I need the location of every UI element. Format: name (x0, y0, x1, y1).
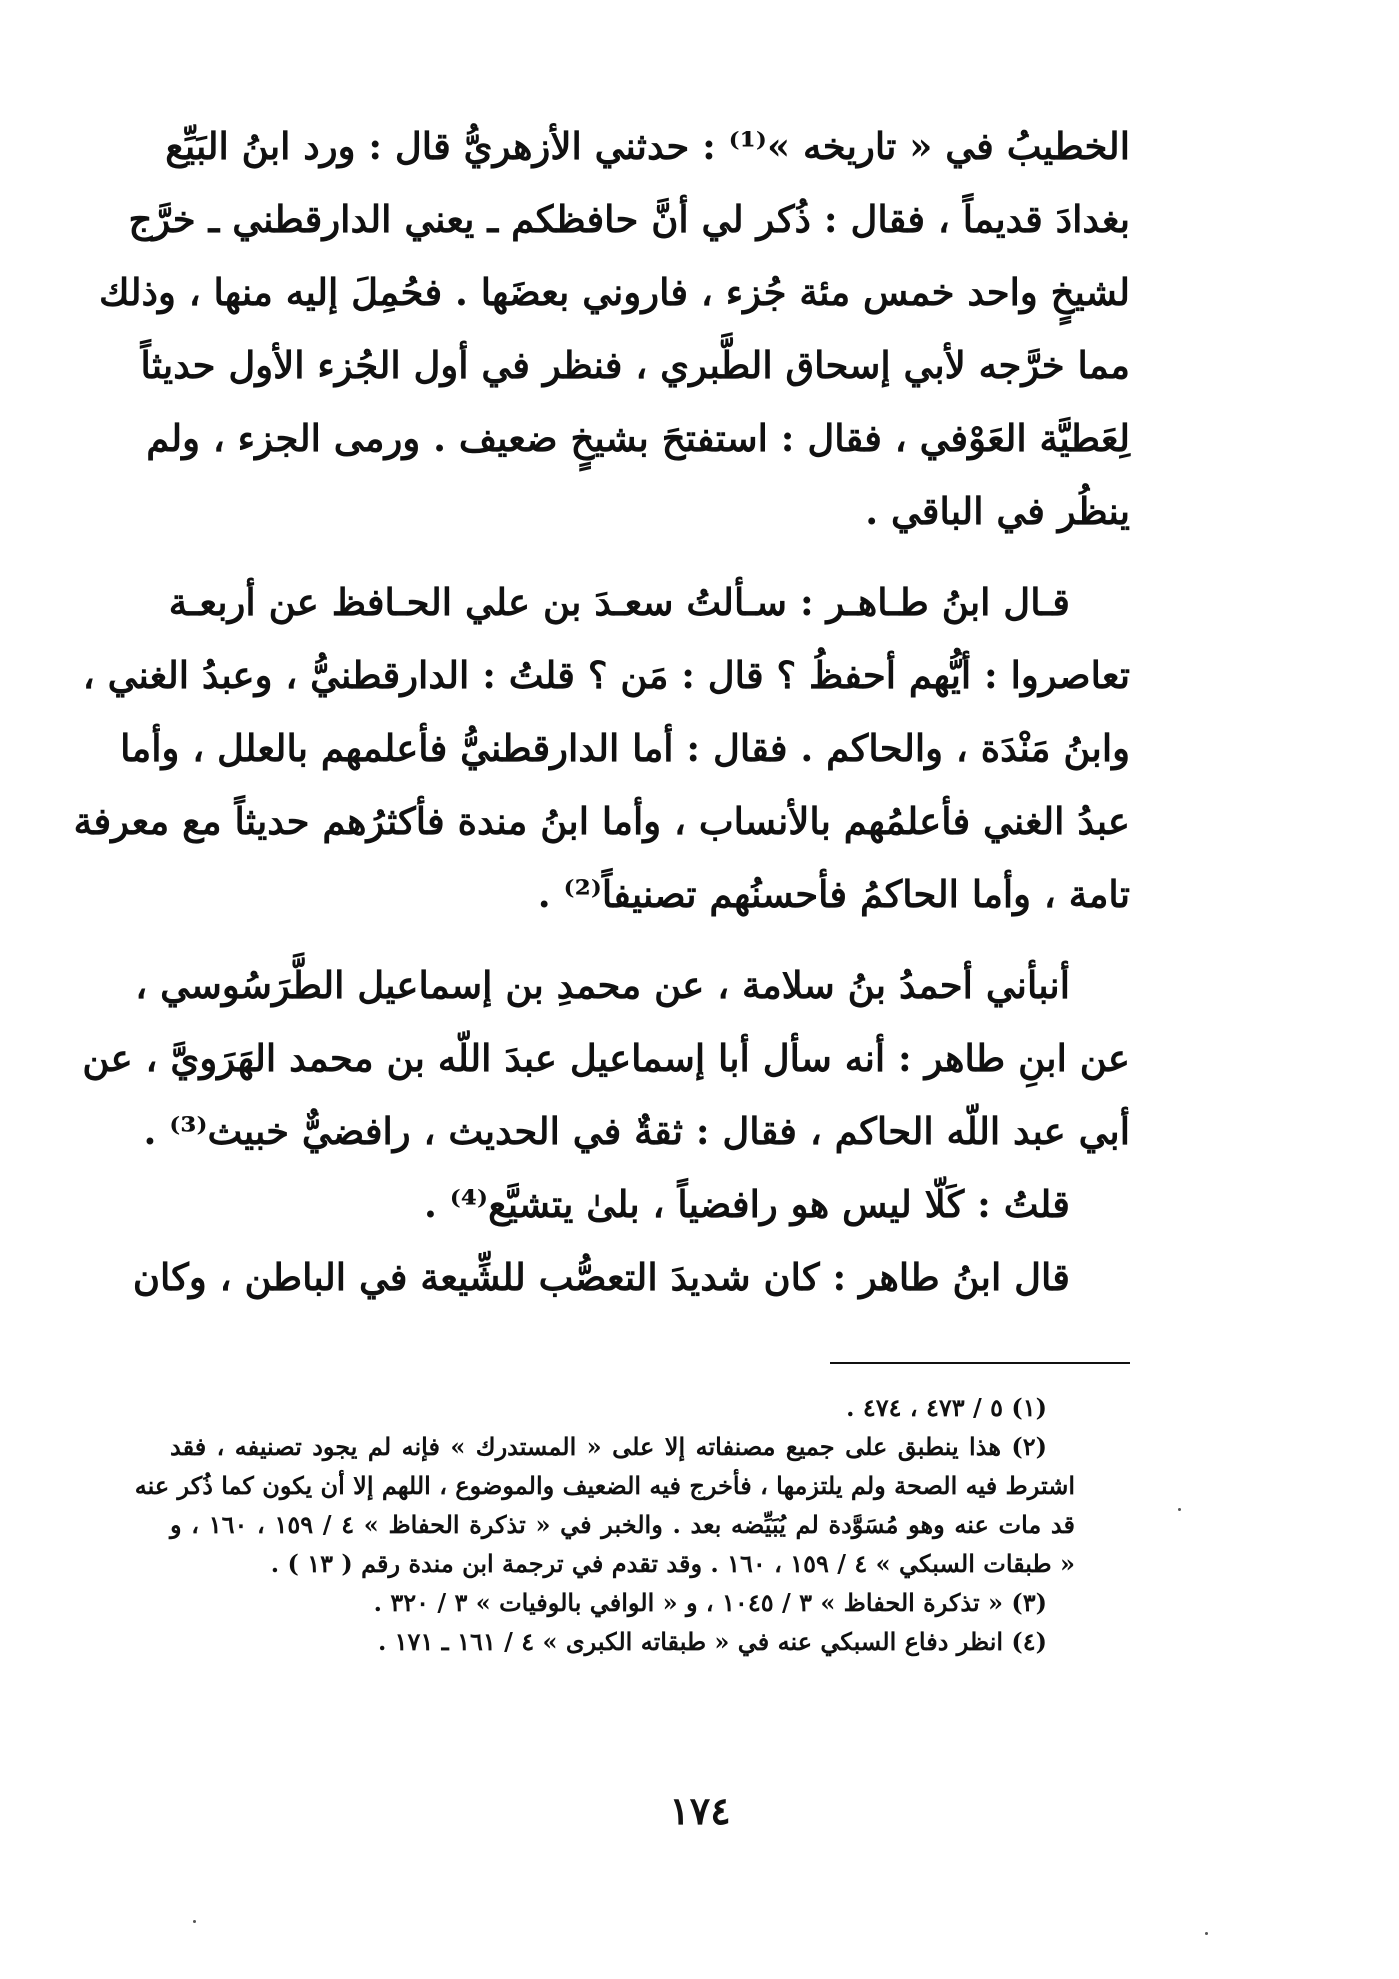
paragraph (82, 949, 1130, 1168)
main-text (73, 110, 1130, 1314)
paragraph (99, 110, 1130, 548)
footnote-line: (١) ٥ / ٤٧٣ ، ٤٧٤ . (846, 1393, 1047, 1422)
text-line: الخطيبُ في « تاريخه »⁽¹⁾ : حدثني الأزهريُّ قال : ورد ابنُ البَيِّع (165, 124, 1130, 168)
text-line: لِعَطيَّة العَوْفي ، فقال : استفتحَ بشيخٍ ضعيف . ورمى الجزء ، ولم (146, 416, 1130, 460)
footnote (134, 1427, 1076, 1583)
text-line: أنبأني أحمدُ بنُ سلامة ، عن محمدِ بن إسماعيل الطَّرَسُوسي ، (135, 963, 1070, 1007)
footnote-line: اشترط فيه الصحة ولم يلتزمها ، فأخرج فيه الضعيف والموضوع ، اللهم إلا أن يكون كما ذُكر عنه (134, 1471, 1075, 1500)
text-line: تعاصروا : أيُّهم أحفظُ ؟ قال : مَن ؟ قلتُ : الدارقطنيُّ ، وعبدُ الغني ، (82, 653, 1130, 697)
text-line: عبدُ الغني فأعلمُهم بالأنساب ، وأما ابنُ مندة فأكثرُهم حديثاً مع معرفة (73, 799, 1130, 843)
text-line: لشيخٍ واحد خمس مئة جُزء ، فاروني بعضَها . فحُمِلَ إليه منها ، وذلك (99, 270, 1130, 314)
scan-speck (193, 1920, 196, 1923)
footnotes (134, 1388, 1076, 1661)
footnote (170, 1583, 1075, 1622)
footnote-line: (٣) « تذكرة الحفاظ » ٣ / ١٠٤٥ ، و « الوافي بالوفيات » ٣ / ٣٢٠ . (373, 1588, 1047, 1617)
text-line: قال ابنُ طاهر : كان شديدَ التعصُّب للشِّيعة في الباطن ، وكان (132, 1255, 1070, 1299)
text-line: أبي عبد اللّه الحاكم ، فقال : ثقةٌ في الحديث ، رافضيٌّ خبيث⁽³⁾ . (143, 1109, 1130, 1153)
footnote-separator (830, 1362, 1130, 1364)
page-number: ١٧٤ (669, 1788, 731, 1833)
scan-speck (1178, 1508, 1181, 1511)
text-line: قلتُ : كَلّا ليس هو رافضياً ، بلىٰ يتشيَّع⁽⁴⁾ . (424, 1182, 1070, 1226)
text-line: ينظُر في الباقي . (865, 489, 1130, 533)
footnote-line: (٤) انظر دفاع السبكي عنه في « طبقاته الكبرى » ٤ / ١٦١ ـ ١٧١ . (377, 1627, 1047, 1656)
text-line: تامة ، وأما الحاكمُ فأحسنُهم تصنيفاً⁽²⁾ . (537, 872, 1130, 916)
text-line: بغدادَ قديماً ، فقال : ذُكر لي أنَّ حافظكم ـ يعني الدارقطني ـ خرَّج (128, 197, 1130, 241)
text-line: وابنُ مَنْدَة ، والحاكم . فقال : أما الدارقطنيُّ فأعلمهم بالعلل ، وأما (120, 726, 1130, 770)
paragraph (170, 1168, 1130, 1241)
footnote (170, 1388, 1075, 1427)
footnote (170, 1622, 1075, 1661)
scan-speck (1205, 1932, 1208, 1935)
text-line: قـال ابنُ طـاهـر : سـألتُ سعـدَ بن علي الحـافظ عن أربعـة (168, 580, 1070, 624)
paragraph (132, 1241, 1130, 1314)
text-line: مما خرَّجه لأبي إسحاق الطَّبري ، فنظر في أول الجُزء الأول حديثاً (140, 343, 1130, 387)
footnote-line: (٢) هذا ينطبق على جميع مصنفاته إلا على « المستدرك » فإنه لم يجود تصنيفه ، فقد (170, 1432, 1047, 1461)
footnote-line: « طبقات السبكي » ٤ / ١٥٩ ، ١٦٠ . وقد تقدم في ترجمة ابن مندة رقم ( ١٣ ) . (270, 1549, 1075, 1578)
footnote-line: قد مات عنه وهو مُسَوَّدة لم يُبَيِّضه بعد . والخبر في « تذكرة الحفاظ » ٤ / ١٥٩ ، ١٦٠ ، و (170, 1510, 1076, 1539)
paragraph (73, 566, 1130, 931)
text-line: عن ابنِ طاهر : أنه سأل أبا إسماعيل عبدَ اللّه بن محمد الهَرَويَّ ، عن (82, 1036, 1130, 1080)
